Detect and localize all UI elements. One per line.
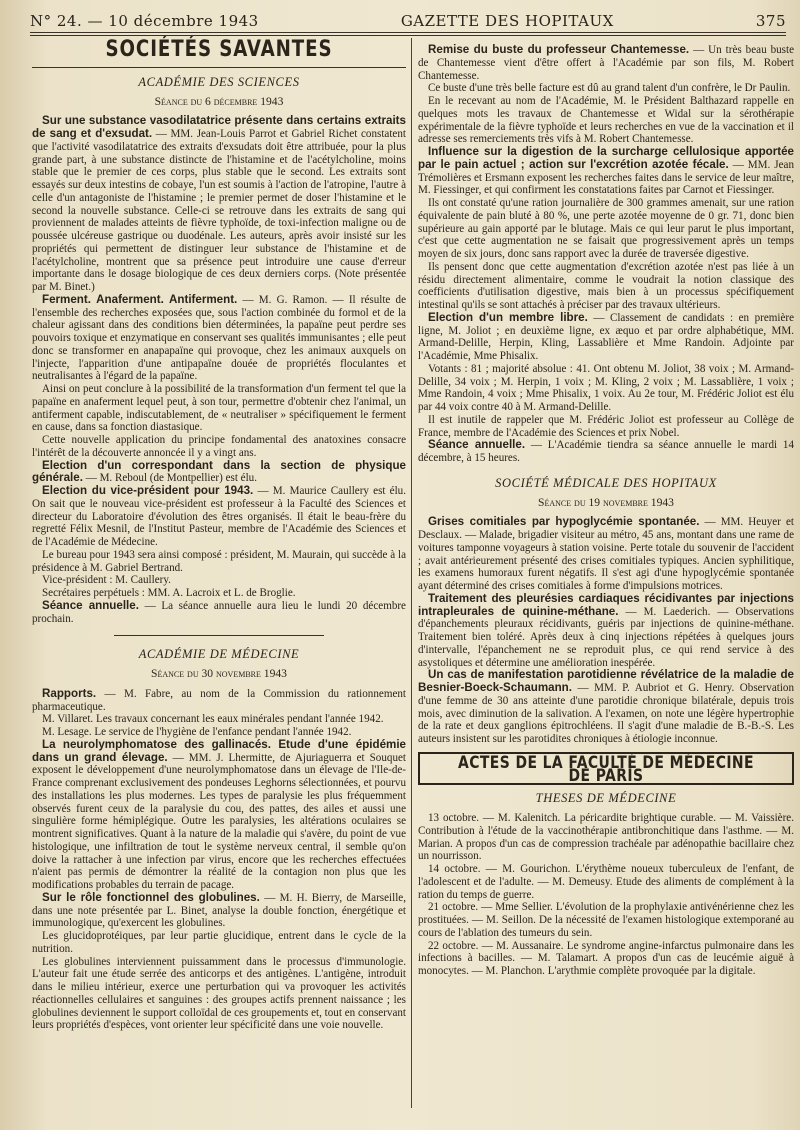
article-paragraph <box>418 146 794 197</box>
article-text: — MM. J. Lhermitte, de Ajuriaguerra et Souquet exposent le développement d'une neurolymphomatose dans un élevage de l'Ile-de-France comprenant exclusivement des pondeuses Leghorns sélectionnées, et pourvu des installations les plus modernes. Les types de paralysie les plus fréquemment observés furent ceux de la paralysie du cou, des pattes, des ailes et aussi une singulière forme hémiplégique. Outre les paralysies, les altérations oculaires se montrent significatives. Quant à la nature de la maladie qui s'avère, du point de vue histologique, une infiltration de tout le système nerveux central, il semble qu'on doive la rattacher à une infection par virus, encore que les recherches effectuées n'aient pas permis de démontrer la réalité de la contagion non plus que les modifications probables du terrain de pacage. <box>32 751 406 891</box>
article-paragraph <box>418 669 794 746</box>
article-text: Le bureau pour 1943 sera ainsi composé : président, M. Maurain, qui succède à la présidence à M. Gabriel Bertrand. <box>32 548 406 574</box>
journal-title: GAZETTE DES HOPITAUX <box>400 12 614 30</box>
article-heading: Un cas de manifestation parotidienne révélatrice de la maladie de Besnier-Boeck-Schaumann. <box>418 668 794 694</box>
article-paragraph <box>32 600 406 626</box>
article-paragraph <box>32 383 406 434</box>
article-paragraph <box>32 294 406 383</box>
academie-medecine-items <box>32 688 406 1032</box>
societe-medicale-seance: Séance du 19 novembre 1943 <box>538 495 674 509</box>
issue-number-date: N° 24. — 10 décembre 1943 <box>30 12 259 30</box>
article-paragraph <box>32 574 406 587</box>
article-paragraph <box>418 95 794 146</box>
article-paragraph <box>32 892 406 930</box>
article-text: — MM. P. Aubriot et G. Henry. Observation d'une femme de 30 ans atteinte d'une parotidie chronique bilatérale, depuis trois mois, avec diminution de la salivation. A l'examen, on note une légère hypertrophie de la rate et deux ganglions épitrochléens. Il s'agit d'une maladie de B.-B.-S. Les auteurs insistent sur les parotidites chroniques à étiologie inconnue. <box>418 682 794 745</box>
academie-sciences-title: ACADÉMIE DES SCIENCES <box>138 74 300 89</box>
article-text: — M. G. Ramon. — Il résulte de l'ensemble des recherches exposées que, sous l'action combinée du formol et de la chaleur agissant dans des conditions bien déterminées, la papaïne peut perdre ses pouvoirs toxique et enzymatique en conservant ses qualités immunisantes ; elle peut donc se transformer en anapapaïne qui provoque, chez les animaux auxquels on l'injecte, l'apparition d'une antipapaïne douée de propriétés floculantes et neutralisantes à l'égard de la papaïne. <box>32 293 407 383</box>
academie-sciences-seance: Séance du 6 décembre 1943 <box>154 94 284 108</box>
article-paragraph <box>418 44 794 82</box>
article-paragraph <box>418 940 794 978</box>
article-text: — Un très beau buste de Chantemesse vient d'être offert à l'Académie par son fils, M. Robert Chantemesse. <box>418 44 794 82</box>
societe-medicale-items <box>418 516 794 746</box>
article-paragraph <box>418 82 794 95</box>
article-heading: Séance annuelle. <box>42 598 139 612</box>
article-text: Vice-président : M. Caullery. <box>42 574 171 587</box>
article-paragraph <box>32 739 406 892</box>
article-text: M. Lesage. Le service de l'hygiène de l'enfance pendant l'année 1942. <box>42 726 352 738</box>
article-paragraph <box>418 363 794 414</box>
article-heading: Sur une substance vasodilatatrice présente dans certains extraits de sang et d'exsudat. <box>32 114 406 140</box>
article-paragraph <box>418 812 794 863</box>
actes-faculte-banner <box>418 752 794 786</box>
article-text: — M. H. Bierry, de Marseille, dans une note présentée par L. Binet, analyse la double fonction, énergétique et immunologique, qu'exercent les globulines. <box>32 891 406 930</box>
article-text: En le recevant au nom de l'Académie, M. le Président Balthazard rappelle en quelques mots les travaux de Chantemesse et Widal sur la sérothérapie expérimentale de la fièvre typhoïde et leurs recherches en vue de la vaccination et il adresse ses remerciements très vifs à M. Robert Chantemesse. <box>418 95 794 146</box>
article-paragraph <box>32 460 406 486</box>
article-heading: Sur le rôle fonctionnel des globulines. <box>42 890 260 904</box>
article-text: 21 octobre. — Mme Sellier. L'évolution de la prophylaxie antivénérienne chez les prostituées. — M. Seillon. De la nécessité de l'examen histologique extemporané au cours de l'ablation des tumeurs du sein. <box>418 901 794 939</box>
article-paragraph <box>418 439 794 465</box>
article-text: 14 octobre. — M. Gourichon. L'érythème noueux tuberculeux de l'enfant, de l'adolescent et de l'adulte. — M. Demeusy. Etude des aliments de complément à la ration du temps de guerre. <box>418 863 794 901</box>
article-paragraph <box>418 901 794 939</box>
academie-sciences-items <box>32 115 406 625</box>
article-paragraph <box>418 593 794 670</box>
actes-faculte-title: ACTES DE LA FACULTÉ DE MÉDECINE DE PARIS <box>458 752 754 786</box>
article-text: — MM. Jean Trémolières et Ersmann exposent les recherches faites dans le service de leur maître, M. Fiessinger, et qui confirment les constatations faites par Carnot et Fiessinger. <box>418 158 794 197</box>
article-paragraph <box>418 516 794 593</box>
article-paragraph <box>32 485 406 549</box>
theses-subtitle: THESES DE MÉDECINE <box>535 791 677 806</box>
article-heading: Ferment. Anaferment. Antiferment. <box>42 292 238 306</box>
article-text: Les glucidoprotéiques, par leur partie glucidique, entrent dans le cycle de la nutrition. <box>32 930 406 955</box>
article-text: M. Villaret. Les travaux concernant les eaux minérales pendant l'année 1942. <box>42 713 384 726</box>
article-text: Ils pensent donc que cette augmentation d'excrétion azotée n'est pas liée à un résidu directement alimentaire, comme le voudrait la notion classique des coefficients d'utilisation digestive, mais bien à un processus spécifiquement intestinal qu'ils se sont attachés à préciser par des travaux ultérieurs. <box>418 260 794 311</box>
article-paragraph <box>418 261 794 312</box>
section-title: SOCIÉTÉS SAVANTES <box>105 37 333 62</box>
article-text: — M. Maurice Caullery est élu. On sait que le nouveau vice-président est professeur à la Faculté des Sciences et directeur du Laboratoire d'évolution des êtres organisés. Il était le beau-frère du regretté Félix Mesnil, de l'Institut Pasteur, membre de l'Académie des Sciences et de l'Académie de Médecine. <box>32 485 406 548</box>
article-heading: Rapports. <box>42 686 97 700</box>
article-paragraph <box>32 956 406 1033</box>
article-paragraph <box>418 414 794 440</box>
academie-medecine-continued-items <box>418 44 794 465</box>
article-heading: Grises comitiales par hypoglycémie spontanée. <box>428 515 700 529</box>
article-heading: Séance annuelle. <box>428 438 526 452</box>
column-divider <box>411 38 412 1108</box>
article-paragraph <box>32 434 406 460</box>
article-text: Ce buste d'une très belle facture est dû au grand talent d'un confrère, le Dr Paulin. <box>428 82 791 95</box>
societe-medicale-title: SOCIÉTÉ MÉDICALE DES HOPITAUX <box>495 475 717 490</box>
article-paragraph <box>418 312 794 363</box>
article-text: — M. Laederich. — Observations d'épanchements pleuraux récidivants, guéris par injections de quinine-méthane. Traitement bien toléré. Après deux à cinq injections répétées à quelques jours d'intervalle, l'épanchement ne se reproduit plus, ce qui rend service à des asystoliques et détermine une amélioration inespérée. <box>418 605 795 669</box>
article-text: Ils ont constaté qu'une ration journalière de 300 grammes amenait, sur une ration équivalente de pain bluté à 80 %, une perte azotée moyenne de 0 gr. 71, donc bien supérieure au gain apporté par le blutage. Mais ce qui leur parut le plus important, c'est que cette augmentation ne se faisait que progressivement après un temps moyen de six jours, donc sans rapport avec la durée de traversée digestive. <box>418 197 794 260</box>
article-heading: Remise du buste du professeur Chantemesse. <box>428 43 690 56</box>
article-heading: Influence sur la digestion de la surcharge cellulosique apportée par le pain actuel ; action sur l'excrétion azotée fécale. <box>418 145 794 171</box>
article-heading: Traitement des pleurésies cardiaques récidivantes par injections intrapleurales de quinine-méthane. <box>418 591 794 618</box>
running-header <box>30 4 786 30</box>
right-column <box>418 44 794 978</box>
page-number: 375 <box>755 12 786 30</box>
article-text: — MM. Jean-Louis Parrot et Gabriel Richet constatent que l'activité vasodilatatrice des extraits d'exsudats doit être attribuée, pour la plus grande part, à une substance distincte de l'histamine et de l'acétylcholine, moins stable que le premier de ces corps, plus stable que le second. Les extraits sont essayés sur deux intestins de cobaye, l'un est soumis à l'action de l'atropine, l'autre à celle d'un antagoniste de l'histamine ; le premier permet de doser l'histamine et le second la nouvelle substance. Celle-ci se retrouve dans les extraits de sang qui proviennent de malades atteints de fièvre typhoïde, de toxi-infection maligne ou de poussée ulcéreuse gastrique ou duodénale. Les auteurs, après avoir insisté sur les propriétés qui permettent de distinguer leur substance de l'histamine et de l'acétylcholine, montrent que sa présence peut introduire une cause d'erreur importante dans le dosage biologique de ces deux derniers corps. (Note présentée par M. Binet.) <box>32 128 406 293</box>
article-paragraph <box>418 197 794 261</box>
academie-medecine-seance: Séance du 30 novembre 1943 <box>151 667 287 680</box>
article-text: 22 octobre. — M. Aussanaire. Le syndrome angine-infarctus pulmonaire dans les infections à bacilles. — M. Talamart. A propos d'un cas de leucémie aiguë à monocytes. — M. Planchon. L'arythmie complète provoquée par la digitale. <box>418 939 794 977</box>
article-text: Il est inutile de rappeler que M. Frédéric Joliot est professeur au Collège de France, membre de l'Académie des Sciences et prix Nobel. <box>418 413 794 439</box>
article-paragraph <box>32 688 406 714</box>
theses-items <box>418 812 794 978</box>
article-paragraph <box>32 930 406 956</box>
article-heading: Election du vice-président pour 1943. <box>42 484 254 497</box>
article-text: — M. Fabre, au nom de la Commission du rationnement pharmaceutique. <box>32 687 406 713</box>
article-text: — Classement de candidats : en première ligne, M. Joliot ; en deuxième ligne, ex æquo et par ordre alphabétique, MM. Armand-Delille, Herpin, Kling, Lassablière et Mme Randoin. Adjointe par l'Académie, Mme Phisalix. <box>418 311 794 362</box>
article-text: Votants : 81 ; majorité absolue : 41. Ont obtenu M. Joliot, 38 voix ; M. Armand-Delille, 34 voix ; M. Herpin, 1 voix ; M. Kling, 2 voix ; M. Lassablière, 1 voix ; Mme Randoin, 4 voix ; Mme Phisalix, 1 voix. Au 2e tour, M. Frédéric Joliot est élu par 44 voix contre 40 à M. Armand-Delille. <box>418 362 794 413</box>
article-text: 13 octobre. — M. Kalenitch. La péricardite brightique curable. — M. Vaissière. Contribution à l'étude de la vaccinothérapie antibronchitique dans l'asthme. — M. Marian. A propos d'un cas de compression trachéale par adénopathie bacillaire chez un nourrisson. <box>418 812 794 863</box>
left-column <box>32 37 407 1032</box>
article-text: Cette nouvelle application du principe fondamental des anatoxines consacre l'intérêt de la découverte annoncée il y a vingt ans. <box>32 434 406 459</box>
academie-medecine-title: ACADÉMIE DE MÉDECINE <box>138 647 300 662</box>
header-rule-bottom <box>30 35 786 36</box>
article-text: Les globulines interviennent puissamment dans le processus d'immunologie. L'auteur fait une étude serrée des anticorps et des antigènes. L'antigène, introduit dans le milieu intérieur, exerce une perturbation qui va provoquer les activités réactionnelles cellulaires et sanguines : des groupes actifs prennent naissance ; les globulines deviennent le support colloïdal de ces groupements et, tout en conservant leurs propriétés d'espèces, vont orienter leur spécificité dans une voie nouvelle. <box>32 955 407 1032</box>
article-heading: La neurolymphomatose des gallinacés. Etude d'une épidémie dans un grand élevage. <box>32 737 406 764</box>
article-paragraph <box>32 549 406 575</box>
article-text: — L'Académie tiendra sa séance annuelle le mardi 14 décembre, à 15 heures. <box>418 439 794 464</box>
article-heading: Election d'un correspondant dans la section de physique générale. <box>32 458 406 485</box>
article-text: — MM. Heuyer et Desclaux. — Malade, brigadier visiteur au métro, 45 ans, montant dans une rame de voitures tamponne voyageurs à station voisine. Perte totale du souvenir de l'accident ; avait antérieurement présenté des crises comitiales typiques. Ancien syphilitique, les examens humoraux furent négatifs. Il s'est agi d'une hypoglycémie spontanée ayant déterminé des crises comitiales à forme d'impulsions motrices. <box>418 516 794 592</box>
header-rule-top <box>30 32 786 33</box>
article-text: Secrétaires perpétuels : MM. A. Lacroix et L. de Broglie. <box>42 587 296 599</box>
article-text: — M. Reboul (de Montpellier) est élu. <box>82 472 257 485</box>
article-paragraph <box>32 713 406 726</box>
article-paragraph <box>32 115 406 294</box>
article-heading: Election d'un membre libre. <box>428 310 588 324</box>
section-separator <box>114 635 324 636</box>
article-text: — La séance annuelle aura lieu le lundi 20 décembre prochain. <box>32 599 406 625</box>
article-paragraph <box>418 863 794 901</box>
article-text: Ainsi on peut conclure à la possibilité de la transformation d'un ferment tel que la papaïne en anaferment lequel peut, à son tour, permettre d'obtenir chez l'animal, un antiferment capable, indiscutablement, de « neutraliser » spécifiquement le ferment en cause, dans sa fonction diastasique. <box>32 383 406 434</box>
section-title-rule <box>32 67 406 68</box>
